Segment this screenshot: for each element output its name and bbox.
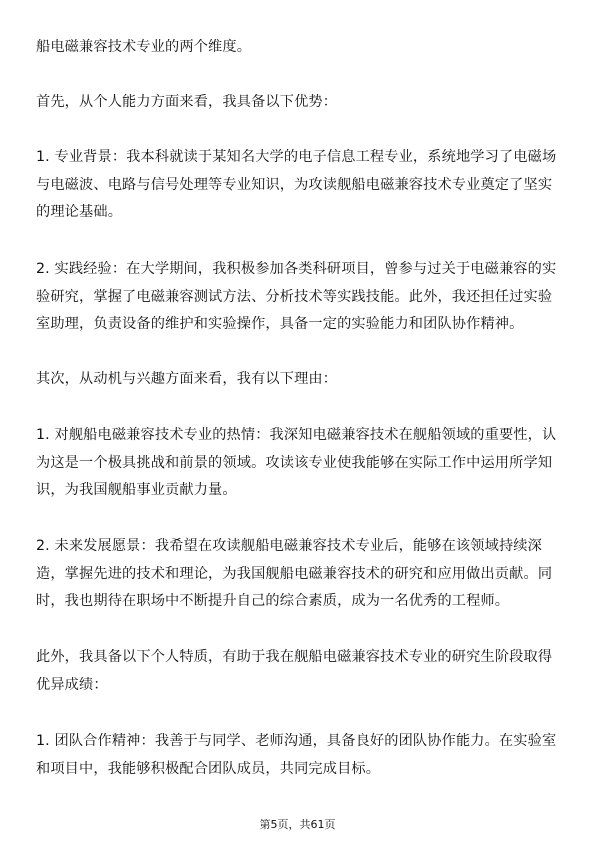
text-line: 船电磁兼容技术专业的两个维度。 <box>36 39 252 55</box>
text-line: 1. 团队合作精神：我善于与同学、老师沟通，具备良好的团队协作能力。在实验室 <box>36 733 557 749</box>
paragraph-practical-experience <box>36 256 564 339</box>
text-line: 1. 对舰船电磁兼容技术专业的热情：我深知电磁兼容技术在舰船领域的重要性，认 <box>36 427 557 443</box>
text-line: 时，我也期待在职场中不断提升自己的综合素质，成为一名优秀的工程师。 <box>36 593 510 609</box>
text-line: 的理论基础。 <box>36 204 123 220</box>
text-line: 为这是一个极具挑战和前景的领域。攻读该专业使我能够在实际工作中运用所学知 <box>36 454 553 471</box>
text-line: 识，为我国舰船事业贡献力量。 <box>36 482 237 498</box>
text-line: 2. 实践经验：在大学期间，我积极参加各类科研项目，曾参与过关于电磁兼容的实 <box>36 261 557 277</box>
text-line: 其次，从动机与兴趣方面来看，我有以下理由： <box>36 371 338 387</box>
text-line: 和项目中，我能够积极配合团队成员，共同完成目标。 <box>36 760 381 777</box>
text-line: 1. 专业背景：我本科就读于某知名大学的电子信息工程专业，系统地学习了电磁场 <box>36 149 557 165</box>
text-line: 与电磁波、电路与信号处理等专业知识，为攻读舰船电磁兼容技术专业奠定了坚实 <box>36 176 553 193</box>
text-line: 此外，我具备以下个人特质，有助于我在舰船电磁兼容技术专业的研究生阶段取得 <box>36 649 553 665</box>
paragraph-personal-traits <box>36 644 564 699</box>
paragraph-professional-background <box>36 144 564 227</box>
text-line: 验研究，掌握了电磁兼容测试方法、分析技术等实践技能。此外，我还担任过实验 <box>36 288 553 305</box>
page-number-footer: 第5页，共61页 <box>259 818 336 831</box>
paragraph-motivation-heading <box>36 366 564 394</box>
text-line: 首先，从个人能力方面来看，我具备以下优势： <box>36 94 338 110</box>
text-line: 优异成绩： <box>36 676 108 693</box>
paragraph-teamwork <box>36 728 564 783</box>
text-line: 2. 未来发展愿景：我希望在攻读舰船电磁兼容技术专业后，能够在该领域持续深 <box>36 538 542 554</box>
paragraph-ability-heading <box>36 89 564 117</box>
paragraph-passion <box>36 422 564 505</box>
text-line: 造，掌握先进的技术和理论，为我国舰船电磁兼容技术的研究和应用做出贡献。同 <box>36 565 553 582</box>
paragraph-intro-tail <box>36 34 564 62</box>
paragraph-future-vision <box>36 533 564 616</box>
text-line: 室助理，负责设备的维护和实验操作，具备一定的实验能力和团队协作精神。 <box>36 316 524 332</box>
